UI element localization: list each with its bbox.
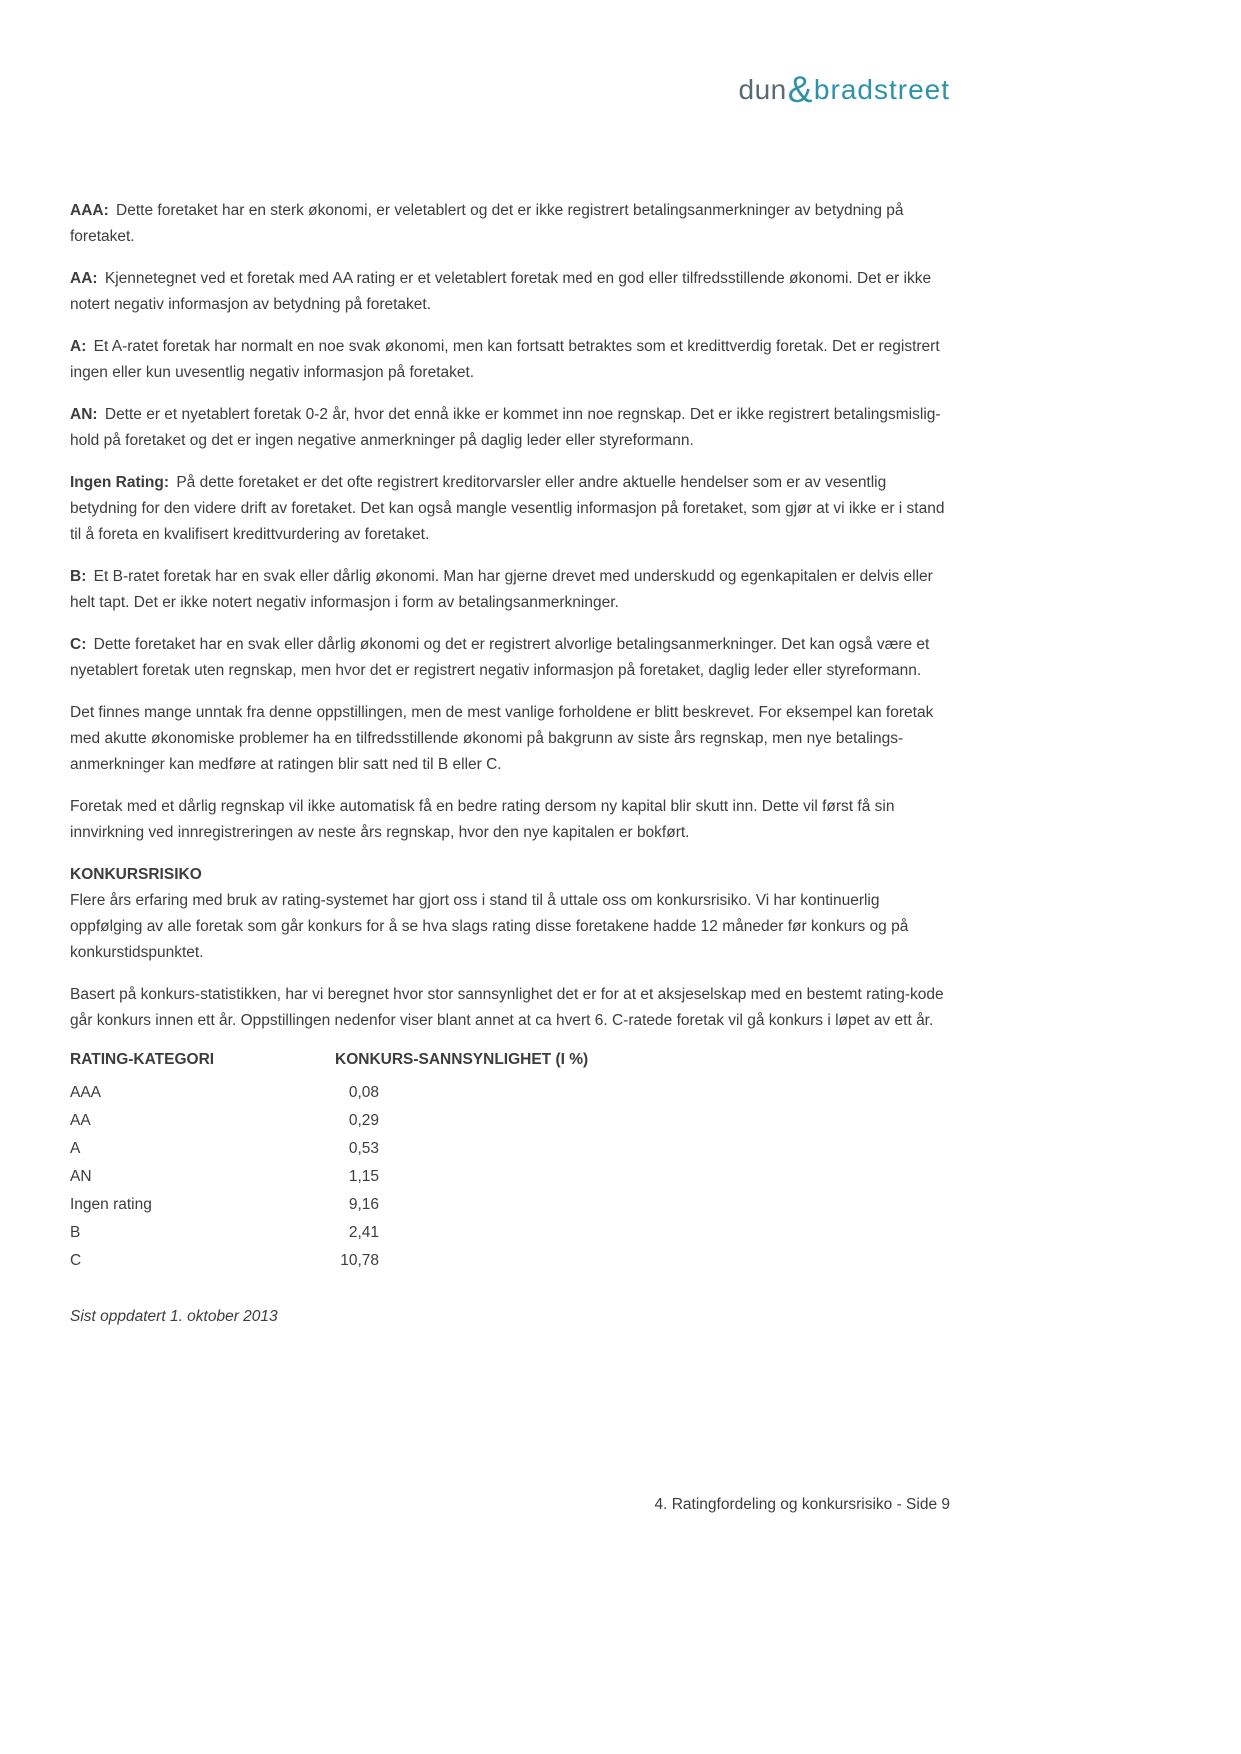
rating-paragraph: B: Et B-ratet foretak har en svak eller dårlig økonomi. Man har gjerne drevet med underskudd og egenkapitalen er delvis eller helt tapt. Det er ikke notert negativ informasjon i form av betalingsanmerkninger. [70, 568, 933, 611]
rating-paragraph-label: B: [70, 568, 87, 585]
rating-category-cell: B [70, 1224, 81, 1241]
table-header-probability: KONKURS-SANNSYNLIGHET (I %) [335, 1051, 589, 1068]
rating-paragraph: A: Et A-ratet foretak har normalt en noe svak økonomi, men kan fortsatt betraktes som et kredittverdig foretak. Det er registrert ingen eller kun uvesentlig negativ informasjon på foretaket. [70, 338, 940, 381]
rating-paragraph: AA: Kjennetegnet ved et foretak med AA rating er et veletablert foretak med en god eller tilfredsstillende økonomi. Det er ikke notert negativ informasjon av betydning på foretaket. [70, 270, 932, 313]
rating-paragraph-label: A: [70, 338, 87, 355]
document-content [70, 198, 950, 1330]
rating-paragraph-label: C: [70, 636, 87, 653]
rating-paragraph: Foretak med et dårlig regnskap vil ikke automatisk få en bedre rating dersom ny kapital blir skutt inn. Dette vil først få sin innvirkning ved innregistreringen av neste års regnskap, hvor den nye kapitalen er bokført. [70, 798, 895, 841]
rating-paragraph: AN: Dette er et nyetablert foretak 0-2 år, hvor det ennå ikke er kommet inn noe regnskap. Det er ikke registrert betalingsmislig- hold på foretaket og det er ingen negative anmerkninger på daglig leder eller styreformann. [70, 406, 941, 449]
rating-category-cell: AA [70, 1112, 91, 1129]
table-row [70, 1167, 950, 1186]
probability-value-cell: 1,15 [348, 1168, 379, 1185]
rating-paragraphs [70, 198, 950, 846]
rating-table-body [70, 1083, 950, 1270]
table-row [70, 1195, 950, 1214]
logo-bradstreet-text: bradstreet [813, 74, 950, 105]
last-updated-text: Sist oppdatert 1. oktober 2013 [70, 1308, 278, 1325]
probability-value-cell: 0,29 [348, 1112, 379, 1129]
logo-ampersand-icon: & [787, 69, 813, 110]
probability-value-cell: 0,53 [348, 1140, 379, 1157]
probability-value-cell: 9,16 [348, 1196, 379, 1213]
table-row [70, 1251, 950, 1270]
table-row [70, 1223, 950, 1242]
probability-value-cell: 10,78 [340, 1252, 379, 1269]
table-row [70, 1111, 950, 1130]
rating-category-cell: Ingen rating [70, 1196, 152, 1213]
table-row [70, 1139, 950, 1158]
rating-paragraph: Det finnes mange unntak fra denne oppstillingen, men de mest vanlige forholdene er blitt beskrevet. For eksempel kan foretak med akutte økonomiske problemer ha en tilfredsstillende økonomi på bakgrunn av siste års regnskap, men nye betalings- anmerkninger kan medføre at ratingen blir satt ned til B eller C. [70, 704, 934, 773]
rating-paragraph: AAA: Dette foretaket har en sterk økonomi, er veletablert og det er ikke registrert betalingsanmerkninger av betydning på foretaket. [70, 202, 904, 245]
table-row [70, 1083, 950, 1102]
rating-probability-table [70, 1050, 950, 1270]
dun-bradstreet-logo [70, 66, 950, 108]
rating-paragraph-label: AN: [70, 406, 98, 423]
rating-category-cell: C [70, 1252, 82, 1269]
konkursrisiko-paragraph-2: Basert på konkurs-statistikken, har vi beregnet hvor stor sannsynlighet det er for at et aksjeselskap med en bestemt rating-kode går konkurs innen ett år. Oppstillingen nedenfor viser blant annet at ca hvert 6. C-ratede foretak vil gå konkurs i løpet av ett år. [70, 986, 944, 1029]
logo-dun-text: dun [738, 74, 787, 105]
rating-paragraph-label: AAA: [70, 202, 109, 219]
rating-paragraph: Ingen Rating: På dette foretaket er det ofte registrert kreditorvarsler eller andre aktuelle hendelser som er av vesentlig betydning for den videre drift av foretaket. Det kan også mangle vesentlig informasjon på foretaket, som gjør at vi ikke er i stand til å foreta en kvalifisert kredittvurdering av foretaket. [70, 474, 945, 543]
page-footer: 4. Ratingfordeling og konkursrisiko - Side 9 [654, 1496, 950, 1513]
konkursrisiko-paragraph-1: Flere års erfaring med bruk av rating-systemet har gjort oss i stand til å uttale oss om konkursrisiko. Vi har kontinuerlig oppfølging av alle foretak som går konkurs for å se hva slags rating disse foretakene hadde 12 måneder før konkurs og på konkurstidspunktet. [70, 892, 909, 961]
probability-value-cell: 2,41 [348, 1224, 379, 1241]
rating-category-cell: AN [70, 1168, 92, 1185]
rating-paragraph: C: Dette foretaket har en svak eller dårlig økonomi og det er registrert alvorlige betalingsanmerkninger. Det kan også være et nyetablert foretak uten regnskap, men hvor det er registrert negativ informasjon på foretaket, daglig leder eller styreformann. [70, 636, 930, 679]
probability-value-cell: 0,08 [348, 1084, 379, 1101]
rating-category-cell: A [70, 1140, 81, 1157]
rating-paragraph-label: AA: [70, 270, 98, 287]
rating-paragraph-label: Ingen Rating: [70, 474, 170, 491]
konkursrisiko-heading: KONKURSRISIKO [70, 866, 202, 883]
table-header-row [70, 1050, 950, 1069]
table-header-category: RATING-KATEGORI [70, 1051, 215, 1068]
rating-category-cell: AAA [70, 1084, 102, 1101]
